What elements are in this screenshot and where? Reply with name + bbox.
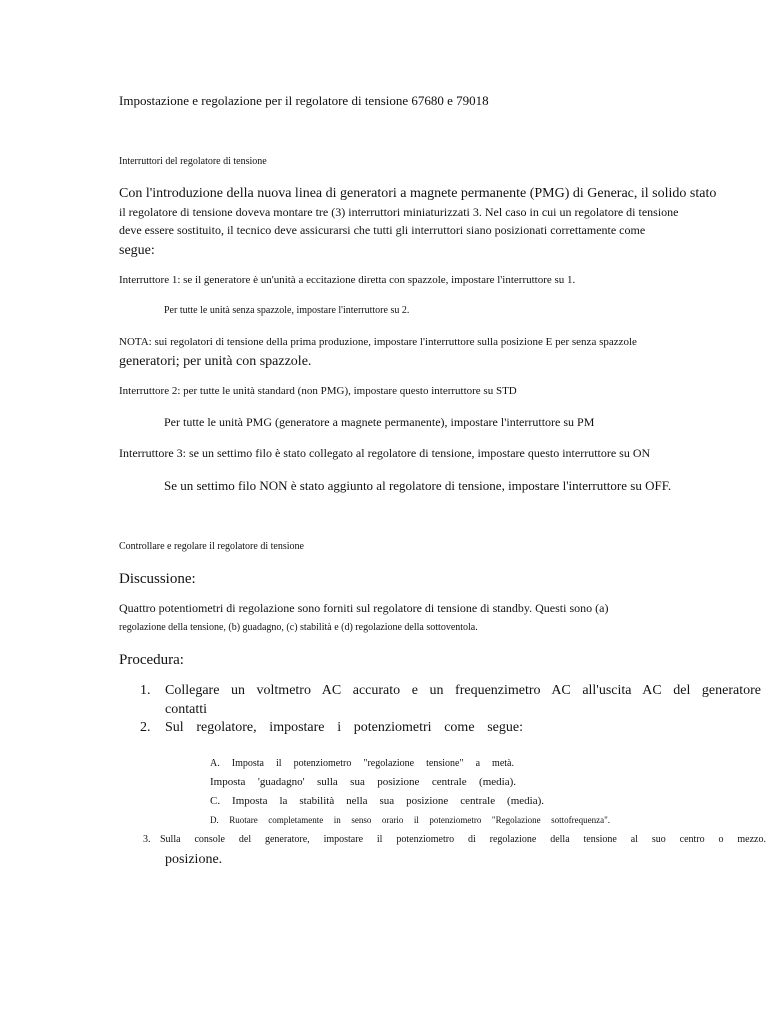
- section-heading-control: Controllare e regolare il regolatore di tensione: [119, 541, 304, 552]
- step-1-line-1: Collegare un voltmetro AC accurato e un frequenzimetro AC all'uscita AC del generatore: [165, 683, 761, 698]
- intro-line-4: segue:: [119, 243, 155, 258]
- step-1-number: 1.: [140, 683, 151, 698]
- switch-2-text: Interruttore 2: per tutte le unità standard (non PMG), impostare questo interruttore su STD: [119, 385, 517, 397]
- section-heading-switches: Interruttori del regolatore di tensione: [119, 156, 267, 167]
- substep-c: C. Imposta la stabilità nella sua posizione centrale (media).: [210, 795, 544, 807]
- switch-1-subtext: Per tutte le unità senza spazzole, impostare l'interruttore su 2.: [164, 305, 410, 316]
- step-2-line-1: Sul regolatore, impostare i potenziometri come segue:: [165, 720, 523, 735]
- discussion-line-1: Quattro potentiometri di regolazione sono forniti sul regolatore di tensione di standby. Questi sono (a): [119, 601, 609, 615]
- switch-3-subtext: Se un settimo filo NON è stato aggiunto al regolatore di tensione, impostare l'interruttore su OFF.: [164, 478, 672, 493]
- step-2-number: 2.: [140, 720, 151, 735]
- document-title: Impostazione e regolazione per il regolatore di tensione 67680 e 79018: [119, 93, 489, 108]
- discussion-label: Discussione:: [119, 571, 196, 587]
- switch-2-subtext: Per tutte le unità PMG (generatore a magnete permanente), impostare l'interruttore su PM: [164, 415, 595, 429]
- procedure-label: Procedura:: [119, 652, 184, 668]
- step-1-line-2: contatti: [165, 702, 207, 717]
- intro-line-2: il regolatore di tensione doveva montare tre (3) interruttori miniaturizzati 3. Nel caso in cui un regolatore di tensione: [119, 205, 679, 219]
- nota-line-1: NOTA: sui regolatori di tensione della prima produzione, impostare l'interruttore sulla posizione E per senza spazzole: [119, 336, 637, 348]
- substep-d: D. Ruotare completamente in senso orario il potenziometro "Regolazione sottofrequenza".: [210, 815, 610, 825]
- step-3-line-1: Sulla console del generatore, impostare il potenziometro di regolazione della tensione al suo centro o mezzo.: [160, 834, 766, 845]
- step-3-number: 3.: [143, 834, 151, 845]
- switch-1-text: Interruttore 1: se il generatore è un'unità a eccitazione diretta con spazzole, impostare l'interruttore su 1.: [119, 274, 576, 286]
- step-3-line-2: posizione.: [165, 852, 223, 867]
- intro-line-3: deve essere sostituito, il tecnico deve assicurarsi che tutti gli interruttori siano posizionati correttamente come: [119, 223, 646, 237]
- nota-line-2: generatori; per unità con spazzole.: [119, 354, 312, 369]
- substep-a: A. Imposta il potenziometro "regolazione tensione" a metà.: [210, 758, 514, 769]
- discussion-line-2: regolazione della tensione, (b) guadagno, (c) stabilità e (d) regolazione della sottoventola.: [119, 622, 478, 633]
- switch-3-text: Interruttore 3: se un settimo filo è stato collegato al regolatore di tensione, impostare questo interruttore su ON: [119, 446, 651, 460]
- intro-line-1: Con l'introduzione della nuova linea di generatori a magnete permanente (PMG) di Generac, il solido stato: [119, 186, 717, 201]
- substep-b: Imposta 'guadagno' sulla sua posizione centrale (media).: [210, 776, 516, 788]
